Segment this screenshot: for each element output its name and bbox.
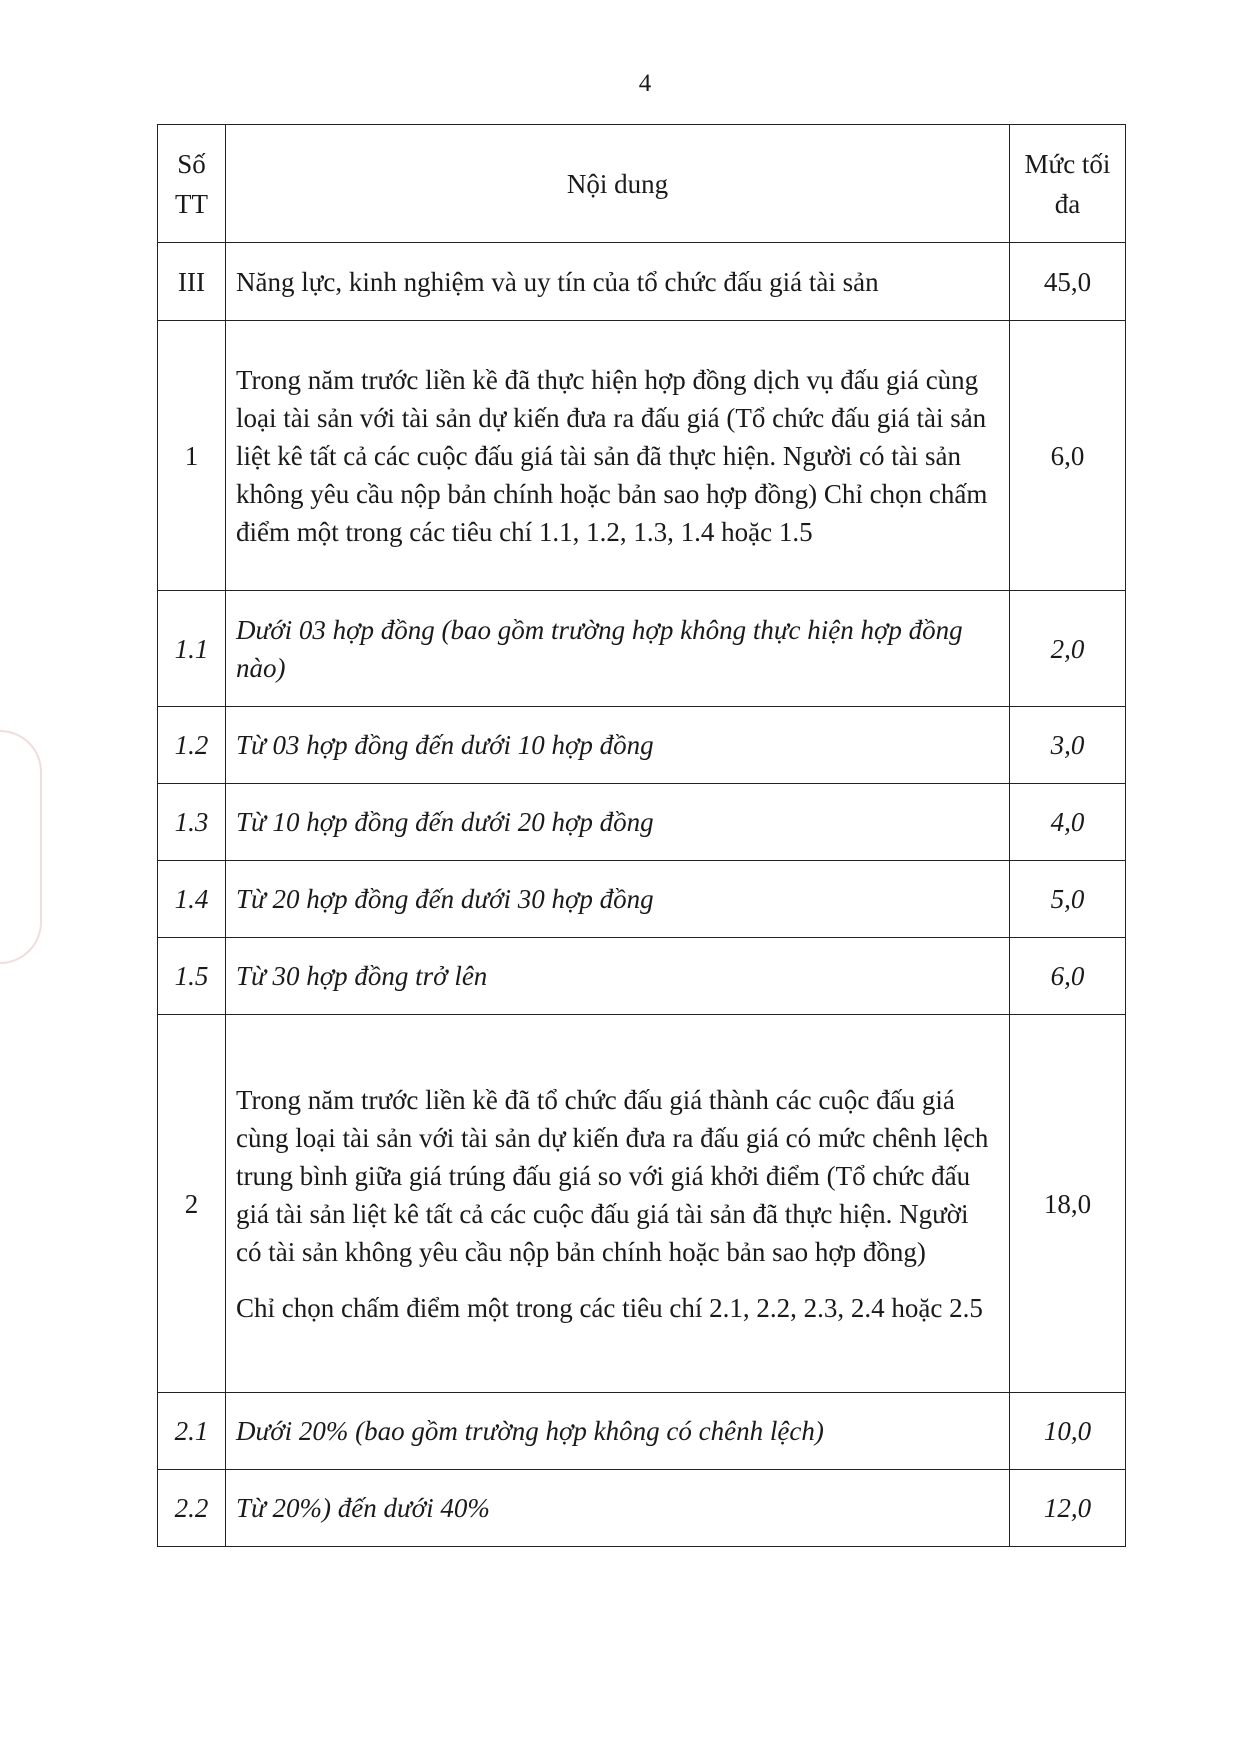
row-content: Dưới 20% (bao gồm trường hợp không có chênh lệch) <box>226 1393 1010 1470</box>
header-stt: Số TT <box>158 125 226 243</box>
row-max: 10,0 <box>1010 1393 1126 1470</box>
row-stt: 1.4 <box>158 861 226 938</box>
row-stt: 1.2 <box>158 707 226 784</box>
row-max: 45,0 <box>1010 243 1126 321</box>
row-max: 4,0 <box>1010 784 1126 861</box>
row-stt: 1.5 <box>158 938 226 1015</box>
row-max: 6,0 <box>1010 938 1126 1015</box>
header-max: Mức tối đa <box>1010 125 1126 243</box>
table-row <box>158 1393 1126 1470</box>
stamp-edge-mark <box>0 730 42 964</box>
row-stt: 2 <box>158 1015 226 1393</box>
row-max: 3,0 <box>1010 707 1126 784</box>
row-max: 2,0 <box>1010 591 1126 707</box>
row-stt: 1 <box>158 321 226 591</box>
row-content: Từ 20%) đến dưới 40% <box>226 1470 1010 1547</box>
row-max: 12,0 <box>1010 1470 1126 1547</box>
row-content-paragraph: Trong năm trước liền kề đã tổ chức đấu giá thành các cuộc đấu giá cùng loại tài sản với tài sản dự kiến đưa ra đấu giá có mức chênh lệch trung bình giữa giá trúng đấu giá so với giá khởi điểm (Tổ chức đấu giá tài sản liệt kê tất cả các cuộc đấu giá tài sản đã thực hiện. Người có tài sản không yêu cầu nộp bản chính hoặc bản sao hợp đồng) <box>236 1084 989 1267</box>
row-max: 18,0 <box>1010 1015 1126 1393</box>
row-stt: 2.1 <box>158 1393 226 1470</box>
row-content-paragraph: Chỉ chọn chấm điểm một trong các tiêu chí 2.1, 2.2, 2.3, 2.4 hoặc 2.5 <box>236 1292 983 1323</box>
table-row <box>158 1470 1126 1547</box>
row-stt: 1.1 <box>158 591 226 707</box>
table-row <box>158 707 1126 784</box>
table-row <box>158 1015 1126 1393</box>
row-content: Từ 30 hợp đồng trở lên <box>226 938 1010 1015</box>
row-max: 5,0 <box>1010 861 1126 938</box>
table-row <box>158 784 1126 861</box>
page-number: 4 <box>638 70 652 97</box>
row-max: 6,0 <box>1010 321 1126 591</box>
row-content <box>226 1015 1010 1393</box>
row-content: Dưới 03 hợp đồng (bao gồm trường hợp không thực hiện hợp đồng nào) <box>226 591 1010 707</box>
row-content: Từ 03 hợp đồng đến dưới 10 hợp đồng <box>226 707 1010 784</box>
table-row <box>158 938 1126 1015</box>
row-content: Trong năm trước liền kề đã thực hiện hợp đồng dịch vụ đấu giá cùng loại tài sản với tài sản dự kiến đưa ra đấu giá (Tổ chức đấu giá tài sản liệt kê tất cả các cuộc đấu giá tài sản đã thực hiện. Người có tài sản không yêu cầu nộp bản chính hoặc bản sao hợp đồng) Chỉ chọn chấm điểm một trong các tiêu chí 1.1, 1.2, 1.3, 1.4 hoặc 1.5 <box>226 321 1010 591</box>
table-row <box>158 591 1126 707</box>
table-row <box>158 861 1126 938</box>
header-content: Nội dung <box>226 125 1010 243</box>
row-stt: 1.3 <box>158 784 226 861</box>
table-row <box>158 243 1126 321</box>
row-content: Từ 10 hợp đồng đến dưới 20 hợp đồng <box>226 784 1010 861</box>
row-content: Năng lực, kinh nghiệm và uy tín của tổ chức đấu giá tài sản <box>226 243 1010 321</box>
row-stt: III <box>158 243 226 321</box>
table-header-row <box>158 125 1126 243</box>
criteria-table <box>157 124 1126 1547</box>
table-row <box>158 321 1126 591</box>
row-content: Từ 20 hợp đồng đến dưới 30 hợp đồng <box>226 861 1010 938</box>
row-stt: 2.2 <box>158 1470 226 1547</box>
